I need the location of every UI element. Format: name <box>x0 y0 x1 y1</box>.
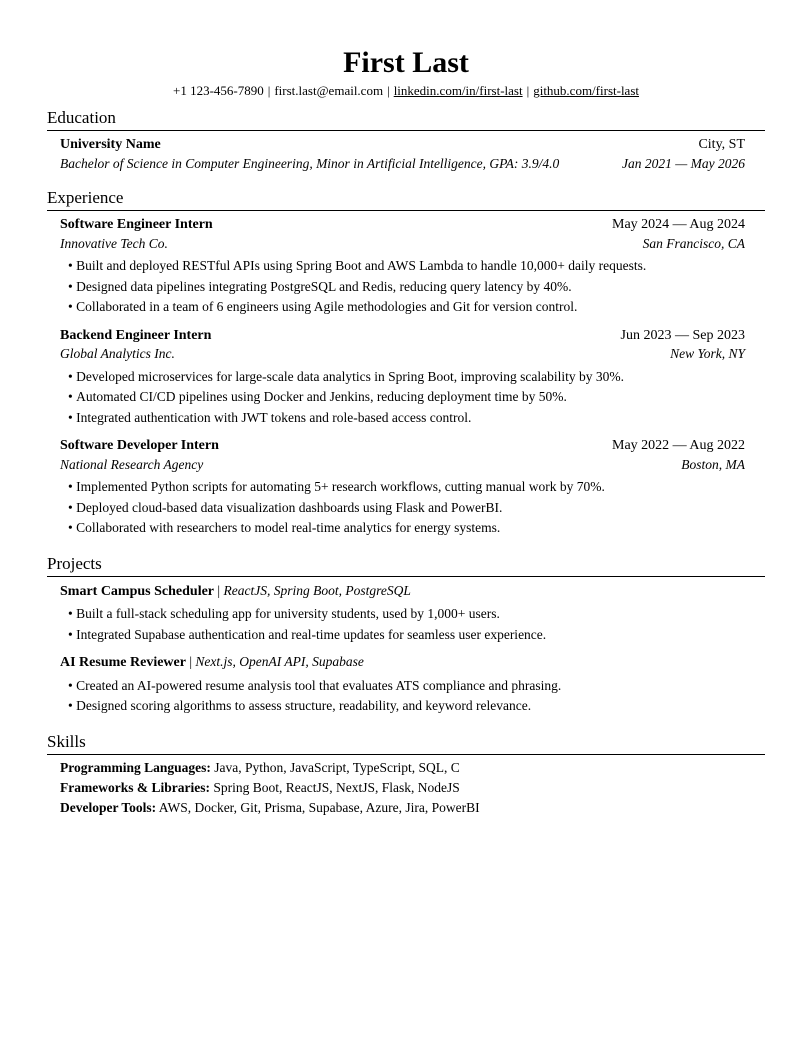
skill-label: Developer Tools: <box>60 799 157 815</box>
school-name: University Name <box>60 137 161 152</box>
job-dates: May 2024 — Aug 2024 <box>612 217 745 232</box>
job-title: Software Engineer Intern <box>60 217 213 232</box>
job-location: Boston, MA <box>681 456 745 472</box>
education-entry <box>60 136 765 173</box>
school-location: City, ST <box>698 137 745 152</box>
skill-label: Frameworks & Libraries: <box>60 779 210 795</box>
skill-row <box>60 798 745 818</box>
job-sub-row <box>60 235 745 254</box>
skill-values: Spring Boot, ReactJS, NextJS, Flask, NodeJS <box>213 779 460 795</box>
job-title-row <box>60 437 745 456</box>
experience-heading: Experience <box>47 188 765 211</box>
education-dates: Jan 2021 — May 2026 <box>622 155 745 171</box>
project-stack: Next.js, OpenAI API, Supabase <box>195 654 364 669</box>
phone-text: +1 123-456-7890 <box>172 83 264 98</box>
skills-list <box>60 758 765 818</box>
bullet-item: • Designed scoring algorithms to assess structure, readability, and keyword relevance. <box>60 696 745 717</box>
job-sub-row <box>60 345 745 364</box>
bullet-item: • Integrated Supabase authentication and real-time updates for seamless user experience. <box>60 625 745 646</box>
bullet-item: • Deployed cloud-based data visualization dashboards using Flask and PowerBI. <box>60 498 745 519</box>
job-entry <box>60 327 765 429</box>
bullet-item: • Designed data pipelines integrating PostgreSQL and Redis, reducing query latency by 40%. <box>60 277 745 298</box>
candidate-name: First Last <box>343 46 469 79</box>
job-title-row <box>60 216 745 235</box>
skill-values: AWS, Docker, Git, Prisma, Supabase, Azure, Jira, PowerBI <box>158 799 480 815</box>
job-bullets <box>60 256 745 318</box>
bullet-item: • Built a full-stack scheduling app for university students, used by 1,000+ users. <box>60 604 745 625</box>
contact-separator: | <box>267 83 271 98</box>
contact-separator: | <box>387 83 390 98</box>
education-sub-row <box>60 155 745 174</box>
job-sub-row <box>60 456 745 475</box>
bullet-item: • Built and deployed RESTful APIs using Spring Boot and AWS Lambda to handle 10,000+ daily requests. <box>60 256 745 277</box>
bullet-item: • Collaborated with researchers to model real-time analytics for energy systems. <box>60 518 745 539</box>
skill-label: Programming Languages: <box>60 759 211 775</box>
job-entry <box>60 216 765 318</box>
project-bullets <box>60 604 745 645</box>
skill-values: Java, Python, JavaScript, TypeScript, SQL, C <box>214 759 460 775</box>
project-bullets <box>60 676 745 717</box>
linkedin-link[interactable]: linkedin.com/in/first-last <box>393 83 523 98</box>
job-entry <box>60 437 765 539</box>
bullet-item: • Implemented Python scripts for automating 5+ research workflows, cutting manual work by 70%. <box>60 477 745 498</box>
job-company: National Research Agency <box>60 456 204 472</box>
job-dates: May 2022 — Aug 2022 <box>612 438 745 453</box>
contact-separator: | <box>526 83 530 98</box>
project-name: Smart Campus Scheduler <box>60 583 215 599</box>
bullet-item: • Collaborated in a team of 6 engineers using Agile methodologies and Git for version control. <box>60 297 745 318</box>
job-company: Innovative Tech Co. <box>60 235 168 251</box>
skill-row <box>60 758 745 778</box>
job-location: New York, NY <box>670 346 745 361</box>
project-name: AI Resume Reviewer <box>60 655 186 670</box>
education-heading: Education <box>47 108 765 131</box>
skills-heading: Skills <box>47 732 765 755</box>
job-bullets <box>60 367 745 429</box>
job-dates: Jun 2023 — Sep 2023 <box>620 327 745 343</box>
project-entry <box>60 653 765 717</box>
bullet-item: • Developed microservices for large-scale data analytics in Spring Boot, improving scalability by 30%. <box>60 367 745 388</box>
project-entry <box>60 582 765 646</box>
project-stack: ReactJS, Spring Boot, PostgreSQL <box>223 582 411 598</box>
github-link[interactable]: github.com/first-last <box>533 83 639 98</box>
project-separator: | <box>217 582 221 598</box>
education-title-row <box>60 136 745 155</box>
bullet-item: • Automated CI/CD pipelines using Docker and Jenkins, reducing deployment time by 50%. <box>60 387 745 408</box>
project-separator: | <box>189 654 193 669</box>
projects-heading: Projects <box>47 554 765 577</box>
job-title-row <box>60 327 745 346</box>
contact-line <box>47 83 765 99</box>
skill-row <box>60 778 745 798</box>
email-text: first.last@email.com <box>274 83 384 98</box>
job-bullets <box>60 477 745 539</box>
project-title-row <box>60 582 745 602</box>
job-title: Backend Engineer Intern <box>60 327 212 343</box>
bullet-item: • Created an AI-powered resume analysis tool that evaluates ATS compliance and phrasing. <box>60 676 745 697</box>
degree-text: Bachelor of Science in Computer Engineering, Minor in Artificial Intelligence, GPA: 3.9/4.0 <box>60 155 560 171</box>
job-title: Software Developer Intern <box>60 438 219 453</box>
project-title-row <box>60 653 745 673</box>
job-company: Global Analytics Inc. <box>60 346 175 361</box>
bullet-item: • Integrated authentication with JWT tokens and role-based access control. <box>60 408 745 429</box>
job-location: San Francisco, CA <box>642 235 745 251</box>
